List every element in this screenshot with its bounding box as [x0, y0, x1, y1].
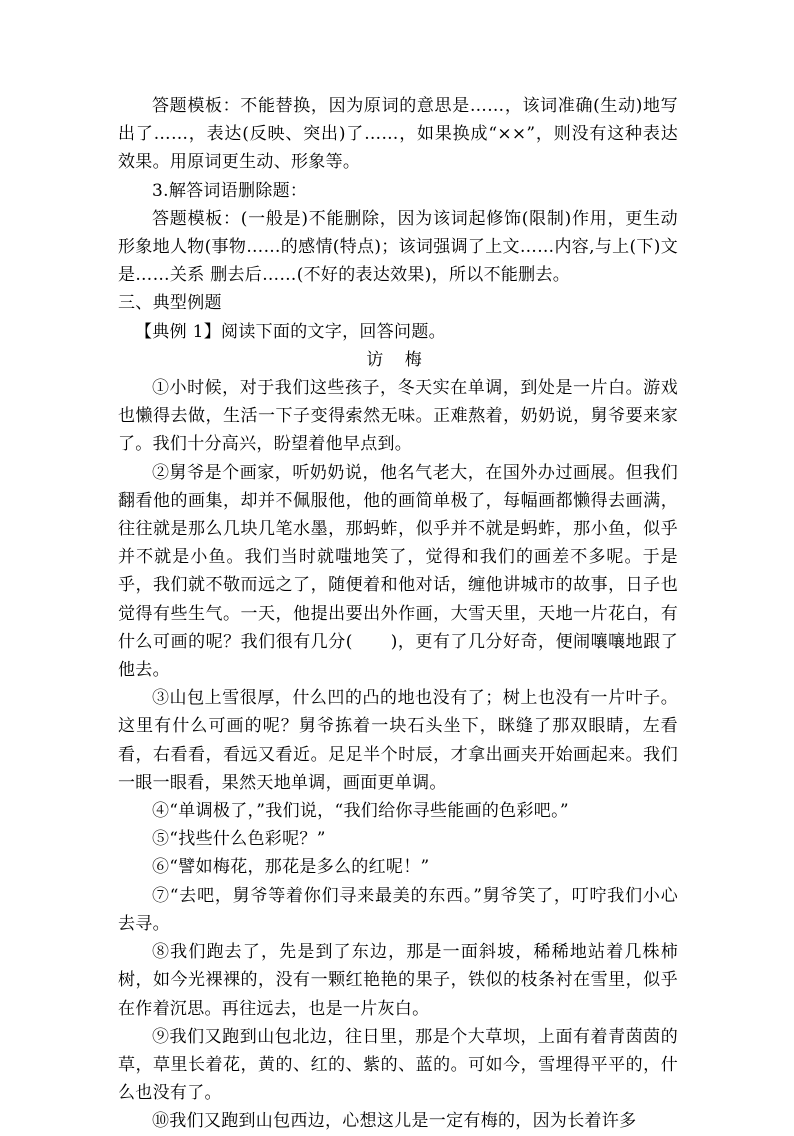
essay-paragraph-4: ④“单调极了，”我们说，“我们给你寻些能画的色彩吧。”	[152, 801, 569, 822]
essay-paragraph-7: ⑦“去吧，舅爷等着你们寻来最美的东西。”舅爷笑了，叮咛我们小心去寻。	[118, 885, 678, 934]
heading-word-deletion: 3.解答词语删除题：	[152, 180, 308, 201]
answer-template-delete: 答题模板：(一般是)不能删除，因为该词起修饰(限制)作用，更生动形象地人物(事物……的感情(特点)；该词强调了上文……内容,与上(下)文是……关系 删去后……(不好的表达效果)，所以不能删去。	[118, 208, 678, 286]
essay-paragraph-2	[118, 459, 678, 685]
essay-paragraph-8: ⑧我们跑去了，先是到了东边，那是一面斜坡，稀稀地站着几株柿树，如今光裸裸的，没有一颗红艳艳的果子，铁似的枝条衬在雪里，似乎在作着沉思。再往远去，也是一片灰白。	[118, 942, 678, 1019]
essay-paragraph-3: ③山包上雪很厚，什么凹的凸的地也没有了；树上也没有一片叶子。这里有什么可画的呢？舅爷拣着一块石头坐下，眯缝了那双眼睛，左看看，右看看，看远又看近。足足半个时辰，才拿出画夹开始画起来。我们一眼一眼看，果然天地单调，画面更单调。	[118, 688, 678, 793]
answer-template-replace: 答题模板：不能替换，因为原词的意思是……，该词准确(生动)地写出了……，表达(反映、突出)了……，如果换成“××”，则没有这种表达效果。用原词更生动、形象等。	[118, 96, 678, 173]
essay-title: 访 梅	[366, 349, 430, 370]
essay-paragraph-1: ①小时候，对于我们这些孩子，冬天实在单调，到处是一片白。游戏也懒得去做，生活一下子变得索然无味。正难熬着，奶奶说，舅爷要来家了。我们十分高兴，盼望着他早点到。	[118, 378, 678, 455]
essay-paragraph-6: ⑥“譬如梅花，那花是多么的红呢！”	[152, 857, 430, 878]
essay-paragraph-10: ⑩我们又跑到山包西边，心想这儿是一定有梅的，因为长着许多	[152, 1111, 637, 1132]
document-page	[118, 92, 678, 1136]
section-heading-typical-examples: 三、典型例题	[118, 293, 222, 314]
essay-paragraph-5: ⑤“找些什么色彩呢？”	[152, 829, 326, 850]
essay-paragraph-2-before-blank: ②舅爷是个画家，听奶奶说，他名气老大，在国外办过画展。但我们翻看他的画集，却并不佩服他，他的画简单极了，每幅画都懒得去画满，往往就是那么几块几笔水墨，那蚂蚱，似乎并不就是蚂蚱，那小鱼，似乎并不就是小鱼。我们当时就嗤地笑了，觉得和我们的画差不多呢。于是乎，我们就不敬而远之了，随便着和他对话，缠他讲城市的故事，日子也觉得有些生气。一天，他提出要出外作画，大雪天里，天地一片花白，有什么可画的呢？我们很有几分(	[118, 462, 678, 652]
essay-paragraph-9: ⑨我们又跑到山包北边，往日里，那是个大草坝，上面有着青茵茵的草，草里长着花，黄的、红的、紫的、蓝的。可如今，雪埋得平平的，什么也没有了。	[118, 1026, 678, 1104]
essay-paragraph-2-after-blank: )，更有了几分好奇，便闹嚷嚷地跟了他去。	[118, 631, 678, 681]
example-intro: 【典例 1】阅读下面的文字，回答问题。	[135, 321, 446, 342]
